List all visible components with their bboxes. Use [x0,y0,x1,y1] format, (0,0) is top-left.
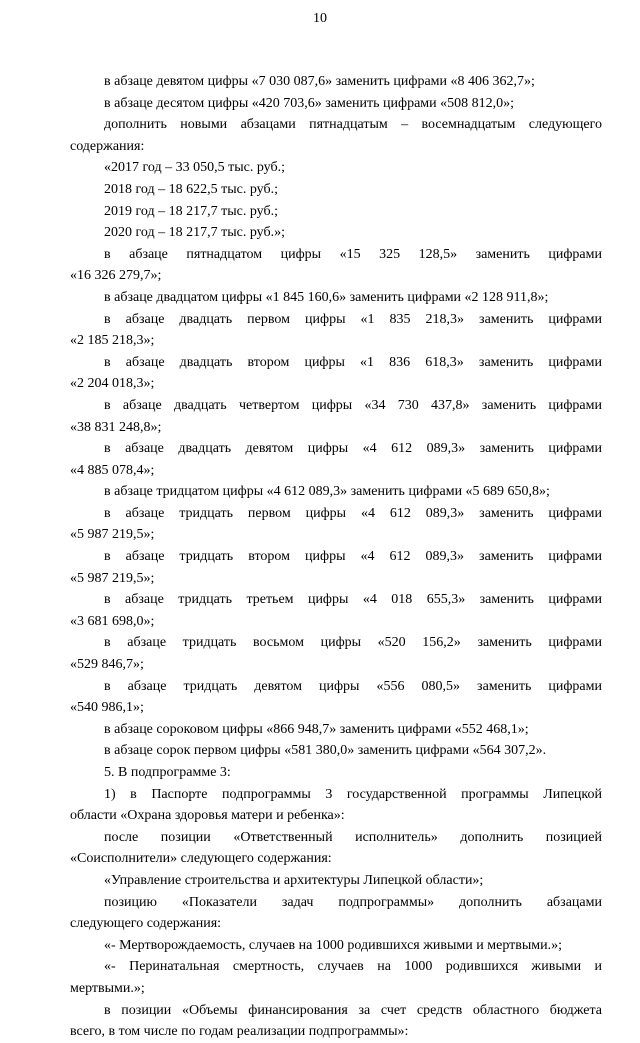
text-line: «Управление строительства и архитектуры Липецкой области»; [104,872,484,888]
text-line: «529 846,7»; [70,657,144,673]
text-line: «5 987 219,5»; [70,527,155,543]
text-line: «Соисполнители» следующего содержания: [70,851,332,867]
text-line: в абзаце тридцатом цифры «4 612 089,3» заменить цифрами «5 689 650,8»; [104,484,550,500]
text-line: «- Перинатальная смертность, случаев на 1000 родившихся живыми и [104,959,602,975]
text-line: дополнить новыми абзацами пятнадцатым – восемнадцатым следующего [104,117,602,133]
text-line: 5. В подпрограмме 3: [104,765,231,780]
text-line: «- Мертворождаемость, случаев на 1000 родившихся живыми и мертвыми.»; [104,937,563,953]
text-line: мертвыми.»; [70,980,145,996]
text-line: 2018 год – 18 622,5 тыс. руб.; [104,181,278,197]
text-line: следующего содержания: [70,916,222,932]
text-line: области «Охрана здоровья матери и ребенка»: [70,808,345,824]
text-line: всего, в том числе по годам реализации подпрограммы»: [70,1024,409,1040]
document-body [70,71,602,1043]
text-line: 2019 год – 18 217,7 тыс. руб.; [104,203,278,219]
text-line: в абзаце тридцать третьем цифры «4 018 655,3» заменить цифрами [104,592,602,608]
text-line: в абзаце двадцать девятом цифры «4 612 089,3» заменить цифрами [104,441,602,457]
text-line: в абзаце двадцать втором цифры «1 836 618,3» заменить цифрами [104,354,602,370]
text-line: в абзаце тридцать восьмом цифры «520 156,2» заменить цифрами [104,635,602,651]
text-line: в абзаце двадцать первом цифры «1 835 218,3» заменить цифрами [104,311,602,327]
text-line: в абзаце тридцать втором цифры «4 612 089,3» заменить цифрами [104,549,602,565]
text-line: «5 987 219,5»; [70,570,155,586]
text-line: «4 885 078,4»; [70,462,155,478]
text-line: в абзаце сороковом цифры «866 948,7» заменить цифрами «552 468,1»; [104,721,529,737]
text-line: «2017 год – 33 050,5 тыс. руб.; [104,160,285,176]
text-line: «3 681 698,0»; [70,613,155,629]
text-line: «2 185 218,3»; [70,333,155,349]
text-line: 1) в Паспорте подпрограммы 3 государственной программы Липецкой [104,786,602,802]
text-line: «38 831 248,8»; [70,419,162,435]
text-line: после позиции «Ответственный исполнитель» дополнить позицией [104,829,602,845]
text-line: содержания: [70,138,145,154]
text-line: в позиции «Объемы финансирования за счет средств областного бюджета [104,1002,602,1018]
text-line: «16 326 279,7»; [70,268,162,284]
text-line: в абзаце десятом цифры «420 703,6» заменить цифрами «508 812,0»; [104,95,515,111]
page-number: 10 [313,11,327,26]
text-line: в абзаце двадцатом цифры «1 845 160,6» заменить цифрами «2 128 911,8»; [104,289,549,305]
text-line: в абзаце тридцать девятом цифры «556 080,5» заменить цифрами [104,678,602,694]
text-line: «540 986,1»; [70,700,144,716]
text-line: в абзаце двадцать четвертом цифры «34 730 437,8» заменить цифрами [104,397,602,413]
text-line: в абзаце девятом цифры «7 030 087,6» заменить цифрами «8 406 362,7»; [104,74,535,89]
text-line: в абзаце пятнадцатом цифры «15 325 128,5» заменить цифрами [104,246,602,262]
text-line: 2020 год – 18 217,7 тыс. руб.»; [104,225,285,241]
text-line: «2 204 018,3»; [70,376,155,392]
text-line: в абзаце тридцать первом цифры «4 612 089,3» заменить цифрами [104,505,602,521]
text-line: в абзаце сорок первом цифры «581 380,0» заменить цифрами «564 307,2». [104,743,547,759]
text-line: позицию «Показатели задач подпрограммы» дополнить абзацами [104,894,602,910]
